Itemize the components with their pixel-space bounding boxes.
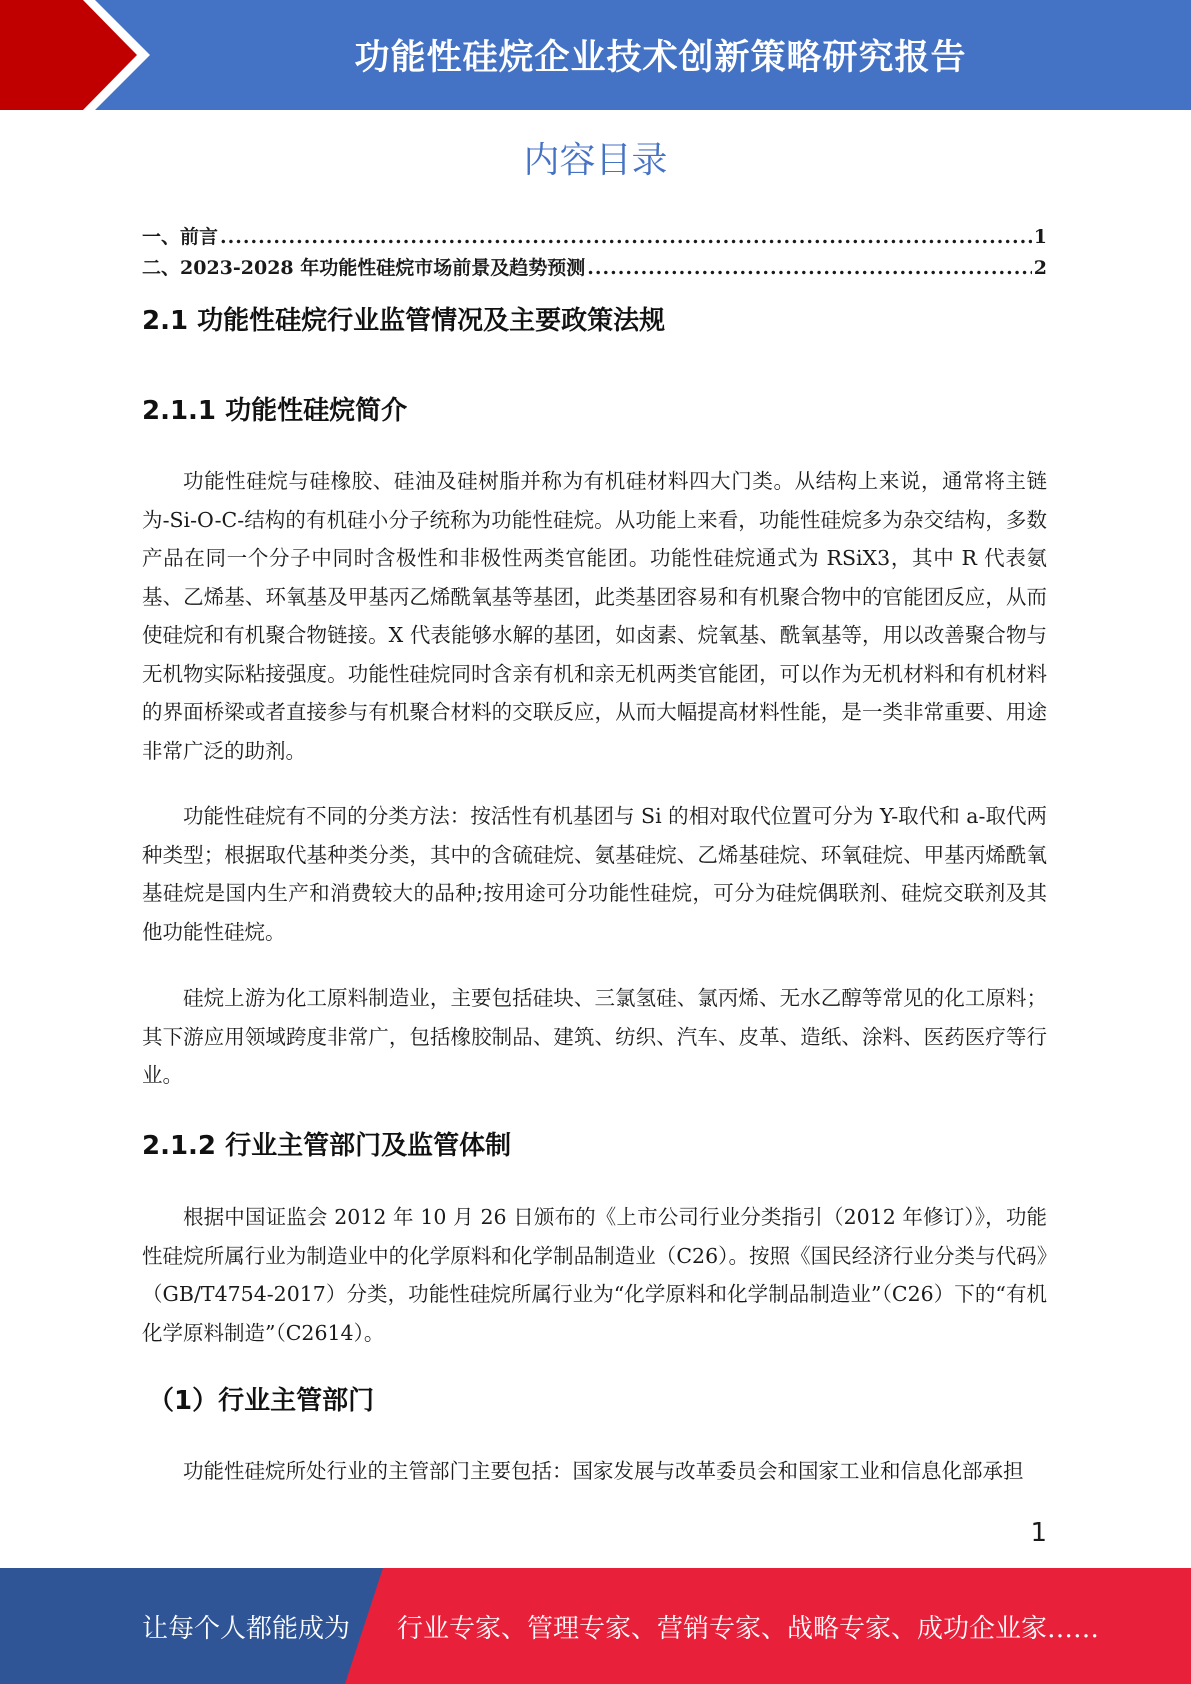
section-2-1-2 <box>142 1125 1047 1162</box>
subsection-industry-departments <box>148 1380 1053 1417</box>
toc-heading: 内容目录 <box>523 140 668 181</box>
section-heading: 2.1 功能性硅烷行业监管情况及主要政策法规 <box>142 306 666 336</box>
toc-entry[interactable] <box>142 222 1047 253</box>
page-number: 1 <box>1030 1518 1047 1548</box>
paragraph: 硅烷上游为化工原料制造业，主要包括硅块、三氯氢硅、氯丙烯、无水乙醇等常见的化工原料；其下游应用领域跨度非常广，包括橡胶制品、建筑、纺织、汽车、皮革、造纸、涂料、医药医疗等行业。 <box>142 986 1047 1087</box>
paragraph: 功能性硅烷所处行业的主管部门主要包括：国家发展与改革委员会和国家工业和信息化部承担 <box>183 1459 1024 1483</box>
paragraph: 功能性硅烷与硅橡胶、硅油及硅树脂并称为有机硅材料四大门类。从结构上来说，通常将主链为-Si-O-C-结构的有机硅小分子统称为功能性硅烷。从功能上来看，功能性硅烷多为杂交结构，多数产品在同一个分子中同时含极性和非极性两类官能团。功能性硅烷通式为 RSiX3，其中 R 代表氨基、乙烯基、环氧基及甲基丙乙烯酰氧基等基团，此类基团容易和有机聚合物中的官能团反应，从而使硅烷和有机聚合物链接。X 代表能够水解的基团，如卤素、烷氧基、酰氧基等，用以改善聚合物与无机物实际粘接强度。功能性硅烷同时含亲有机和亲无机两类官能团，可以作为无机材料和有机材料的界面桥梁或者直接参与有机聚合材料的交联反应，从而大幅提高材料性能，是一类非常重要、用途非常广泛的助剂。 <box>142 469 1047 763</box>
toc-entry-page: 1 <box>1033 226 1047 248</box>
toc-leader-dots <box>587 257 1032 279</box>
report-title: 功能性硅烷企业技术创新策略研究报告 <box>354 38 967 78</box>
toc-entry-label: 一、前言 <box>142 226 219 248</box>
paragraph: 功能性硅烷有不同的分类方法：按活性有机基团与 Si 的相对取代位置可分为 Y-取代和 a-取代两种类型；根据取代基种类分类，其中的含硫硅烷、氨基硅烷、乙烯基硅烷、环氧硅烷、甲基丙烯酰氧基硅烷是国内生产和消费较大的品种;按用途可分功能性硅烷，可分为硅烷偶联剂、硅烷交联剂及其他功能性硅烷。 <box>142 804 1047 944</box>
toc-entry-label: 二、2023-2028 年功能性硅烷市场前景及趋势预测 <box>142 257 586 279</box>
toc-entry[interactable] <box>142 253 1047 284</box>
section-heading: 2.1.2 行业主管部门及监管体制 <box>142 1131 512 1161</box>
footer-slogan-right: 行业专家、管理专家、营销专家、战略专家、成功企业家…… <box>397 1613 1100 1644</box>
toc-entry-page: 2 <box>1033 257 1047 279</box>
section-heading: （1）行业主管部门 <box>148 1386 375 1416</box>
paragraph: 根据中国证监会 2012 年 10 月 26 日颁布的《上市公司行业分类指引（2012 年修订）》，功能性硅烷所属行业为制造业中的化学原料和化学制品制造业（C26）。按照《国民经济行业分类与代码》（GB/T4754-2017）分类，功能性硅烷所属行业为“化学原料和化学制品制造业”（C26）下的“有机化学原料制造”（C2614）。 <box>142 1205 1047 1345</box>
toc-leader-dots <box>220 226 1032 248</box>
table-of-contents <box>142 222 1047 284</box>
section-heading: 2.1.1 功能性硅烷简介 <box>142 396 408 426</box>
footer-banner <box>0 1568 1191 1684</box>
header-banner <box>0 0 1191 110</box>
footer-slogan-left: 让每个人都能成为 <box>142 1613 351 1644</box>
section-2-1 <box>142 300 1047 337</box>
header-arrow-decoration <box>0 0 150 110</box>
section-2-1-1 <box>142 390 1047 427</box>
